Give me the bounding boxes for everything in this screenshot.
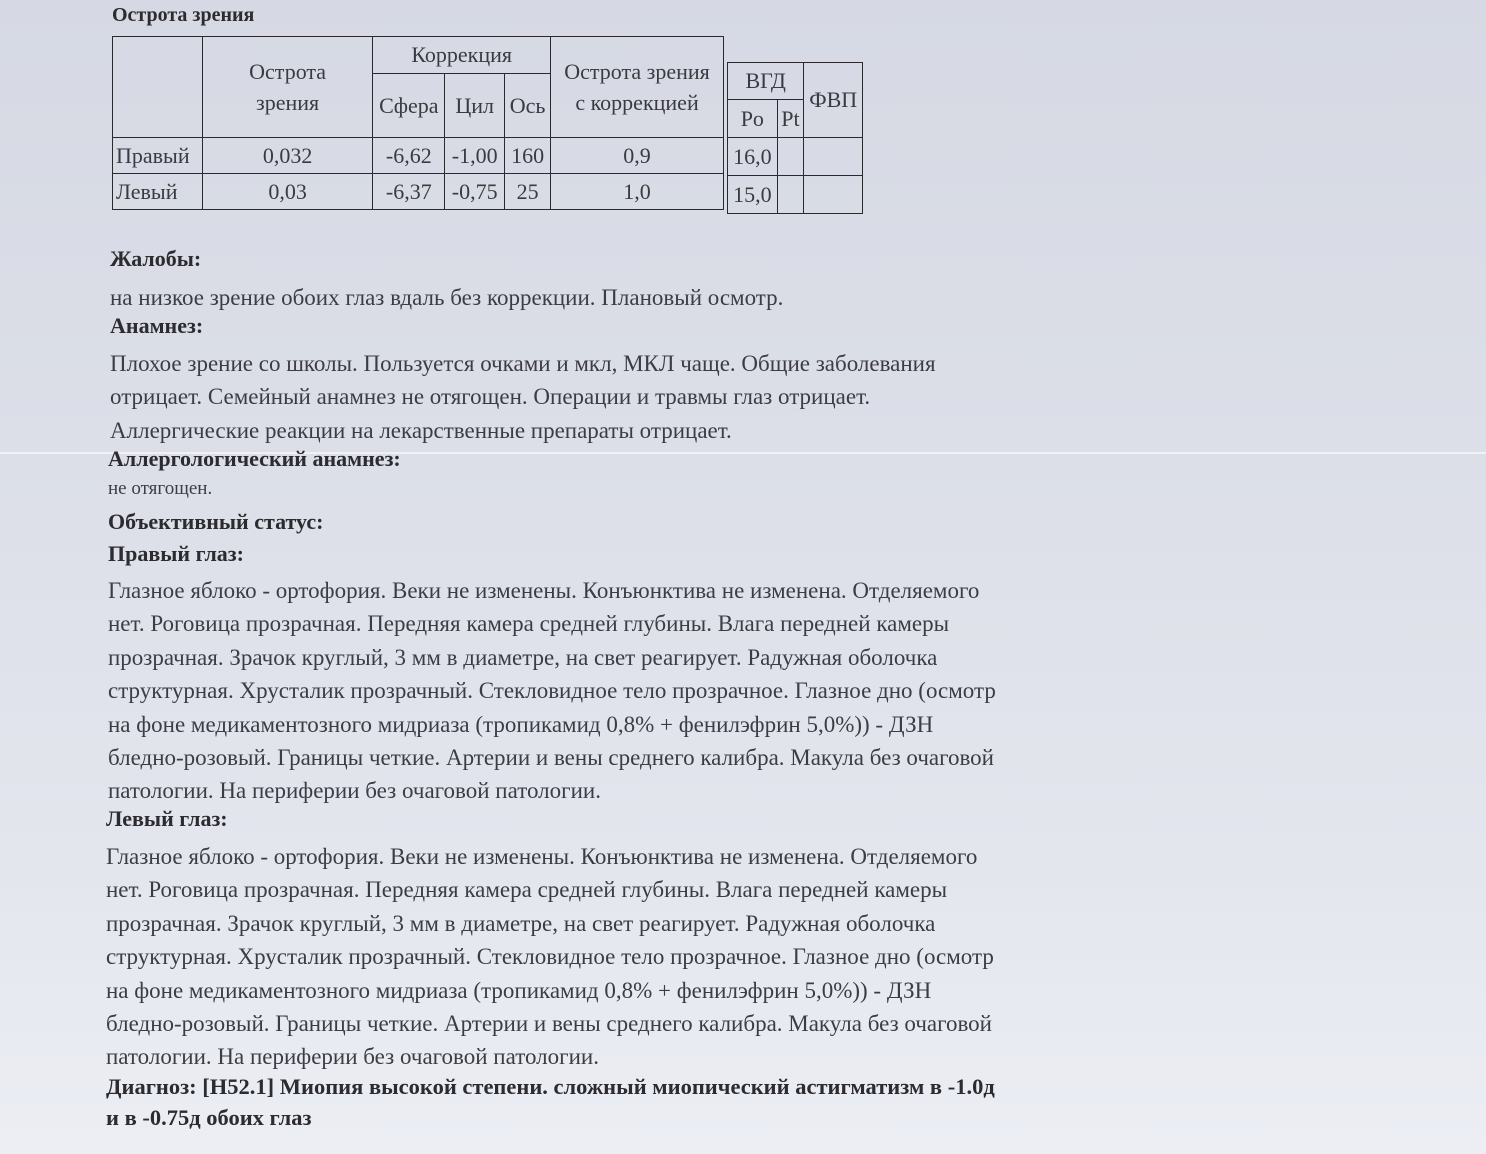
corrected-acuity-header: Острота зрения с коррекцией <box>551 37 724 138</box>
left-eye-title: Левый глаз: <box>106 806 228 831</box>
vision-acuity-title: Острота зрения <box>112 4 255 26</box>
right-eye-title: Правый глаз: <box>108 541 244 566</box>
cyl-value: -0,75 <box>445 174 505 210</box>
fvp-value <box>804 176 863 214</box>
table-row <box>728 138 863 176</box>
fvp-value <box>804 138 863 176</box>
correction-header: Коррекция <box>373 37 551 74</box>
text-line: отрицает. Семейный анамнез не отягощен. Операции и травмы глаз отрицает. <box>110 384 871 410</box>
text-line: патологии. На периферии без очаговой патологии. <box>106 1044 599 1070</box>
text-line: структурная. Хрусталик прозрачный. Стекловидное тело прозрачное. Глазное дно (осмотр <box>106 944 994 970</box>
axis-value: 25 <box>505 174 551 210</box>
diagnosis <box>106 1071 995 1133</box>
eye-label: Правый <box>113 138 203 174</box>
text-line: прозрачная. Зрачок круглый, 3 мм в диаметре, на свет реагирует. Радужная оболочка <box>108 644 938 670</box>
text-line: Глазное яблоко - ортофория. Веки не изменены. Конъюнктива не изменена. Отделяемого <box>106 844 978 869</box>
text-line: нет. Роговица прозрачная. Передняя камера средней глубины. Влага передней камеры <box>108 611 950 637</box>
po-value: 15,0 <box>728 176 778 214</box>
corrected-value: 0,9 <box>551 138 724 174</box>
iop-table <box>727 62 863 214</box>
text-line: на фоне медикаментозного мидриаза (тропикамид 0,8% + фенилэфрин 5,0%)) - ДЗН <box>106 977 932 1003</box>
objective-status-title: Объективный статус: <box>108 509 324 534</box>
acuity-header: Острота зрения <box>202 37 372 138</box>
text-line: и в -0.75д обоих глаз <box>106 1105 312 1130</box>
empty-corner-cell <box>113 37 203 138</box>
complaints-text <box>110 281 783 314</box>
text-line: структурная. Хрусталик прозрачный. Стекловидное тело прозрачное. Глазное дно (осмотр <box>108 678 996 704</box>
left-eye-text <box>106 840 994 1074</box>
text-line: нет. Роговица прозрачная. Передняя камера средней глубины. Влага передней камеры <box>106 877 948 903</box>
text-line: Диагноз: [H52.1] Миопия высокой степени. сложный миопический астигматизм в -1.0д <box>106 1074 995 1099</box>
fvp-header: ФВП <box>804 63 863 138</box>
text-line: Плохое зрение со школы. Пользуется очками и мкл, МКЛ чаще. Общие заболевания <box>110 351 936 376</box>
sphere-value: -6,37 <box>373 174 445 210</box>
text-line: Глазное яблоко - ортофория. Веки не изменены. Конъюнктива не изменена. Отделяемого <box>108 578 980 603</box>
cyl-value: -1,00 <box>445 138 505 174</box>
text-line: на фоне медикаментозного мидриаза (тропикамид 0,8% + фенилэфрин 5,0%)) - ДЗН <box>108 711 934 737</box>
pt-value <box>777 176 804 214</box>
sphere-header: Сфера <box>373 74 445 138</box>
pt-header: Pt <box>777 100 804 138</box>
acuity-value: 0,032 <box>202 138 372 174</box>
corrected-value: 1,0 <box>551 174 724 210</box>
text-line: бледно-розовый. Границы четкие. Артерии и вены среднего калибра. Макула без очаговой <box>106 1011 992 1037</box>
po-value: 16,0 <box>728 138 778 176</box>
cyl-header: Цил <box>445 74 505 138</box>
right-eye-text <box>108 574 996 808</box>
po-header: Po <box>728 100 778 138</box>
text-line: на низкое зрение обоих глаз вдаль без коррекции. Плановый осмотр. <box>110 285 784 310</box>
sphere-value: -6,62 <box>373 138 445 174</box>
iop-header: ВГД <box>728 63 804 100</box>
complaints-title: Жалобы: <box>110 246 202 271</box>
pt-value <box>777 138 804 176</box>
vision-table <box>112 36 724 210</box>
text-line: Аллергические реакции на лекарственные препараты отрицает. <box>110 417 732 443</box>
acuity-value: 0,03 <box>202 174 372 210</box>
anamnesis-text <box>110 347 936 447</box>
allergy-title: Аллергологический анамнез: <box>108 446 401 471</box>
text-line: прозрачная. Зрачок круглый, 3 мм в диаметре, на свет реагирует. Радужная оболочка <box>106 910 936 936</box>
allergy-text: не отягощен. <box>108 478 213 499</box>
axis-value: 160 <box>505 138 551 174</box>
eye-label: Левый <box>113 174 203 210</box>
text-line: патологии. На периферии без очаговой патологии. <box>108 778 601 804</box>
table-row <box>113 138 724 174</box>
anamnesis-title: Анамнез: <box>110 313 204 338</box>
axis-header: Ось <box>505 74 551 138</box>
table-row <box>728 176 863 214</box>
table-row <box>113 174 724 210</box>
text-line: бледно-розовый. Границы четкие. Артерии и вены среднего калибра. Макула без очаговой <box>108 745 994 771</box>
